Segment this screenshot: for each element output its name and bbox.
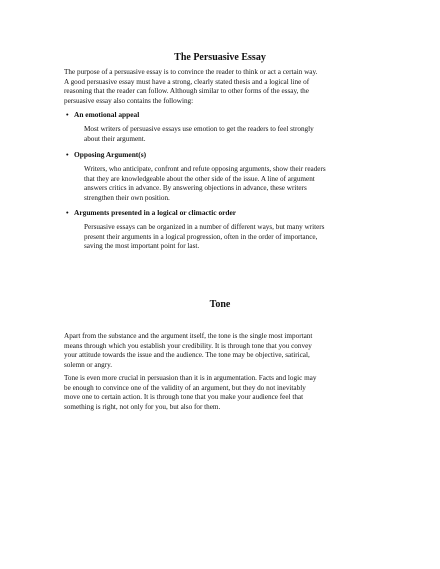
bullet-line: Writers, who anticipate, confront and refute opposing arguments, show their readers xyxy=(84,165,326,173)
tone-line: be enough to convince one of the validity of an argument, but they do not inevitably xyxy=(64,383,306,392)
tone-paragraph-2 xyxy=(64,374,376,412)
bullet-heading-text: Opposing Argument(s) xyxy=(74,150,147,159)
intro-line: persuasive essay also contains the following: xyxy=(64,96,194,105)
bullet-line: about their argument. xyxy=(84,134,146,143)
bullet-heading-emotional-appeal xyxy=(66,110,376,120)
tone-paragraph-1 xyxy=(64,332,376,370)
bullet-body-logical-order xyxy=(84,223,374,252)
bullet-line: Most writers of persuasive essays use emotion to get the readers to feel strongly xyxy=(84,125,314,133)
tone-line: move one to certain action. It is through tone that you make your audience feel that xyxy=(64,393,304,402)
bullet-heading-opposing-arguments xyxy=(66,150,376,160)
bullet-heading-text: An emotional appeal xyxy=(74,110,140,119)
bullet-marker: • xyxy=(66,150,69,159)
intro-line: reasoning that the reader can follow. Although similar to other forms of the essay, the xyxy=(64,87,309,96)
bullet-line: present their arguments in a logical progression, often in the order of importance, xyxy=(84,232,318,241)
tone-line: something is right, not only for you, but also for them. xyxy=(64,402,221,411)
bullet-body-emotional-appeal xyxy=(84,125,374,144)
bullet-line: that they are knowledgeable about the other side of the issue. A line of argument xyxy=(84,174,315,183)
tone-title: Tone xyxy=(209,299,231,310)
bullet-marker: • xyxy=(66,110,69,119)
bullet-body-opposing-arguments xyxy=(84,165,374,203)
intro-paragraph xyxy=(64,68,376,106)
bullet-heading-text: Arguments presented in a logical or climactic order xyxy=(74,208,237,217)
bullet-line: Persuasive essays can be organized in a number of different ways, but many writers xyxy=(84,223,325,231)
intro-line: The purpose of a persuasive essay is to convince the reader to think or act a certain way. xyxy=(64,68,318,76)
document-title: The Persuasive Essay xyxy=(174,52,266,63)
bullet-marker: • xyxy=(66,208,69,217)
bullet-line: strengthen their own position. xyxy=(84,193,170,202)
intro-line: A good persuasive essay must have a strong, clearly stated thesis and a logical line of xyxy=(64,77,310,86)
tone-line: Apart from the substance and the argument itself, the tone is the single most important xyxy=(64,332,313,340)
tone-line: Tone is even more crucial in persuasion than it is in argumentation. Facts and logic may xyxy=(64,374,317,382)
tone-line: means through which you establish your credibility. It is through tone that you convey xyxy=(64,341,312,350)
bullet-line: saving the most important point for last. xyxy=(84,242,200,251)
bullet-line: answers critics in advance. By answering objections in advance, these writers xyxy=(84,184,307,193)
tone-line: solemn or angry. xyxy=(64,360,113,369)
bullet-heading-logical-order xyxy=(66,208,376,218)
tone-line: your attitude towards the issue and the audience. The tone may be objective, satirical, xyxy=(64,351,310,360)
